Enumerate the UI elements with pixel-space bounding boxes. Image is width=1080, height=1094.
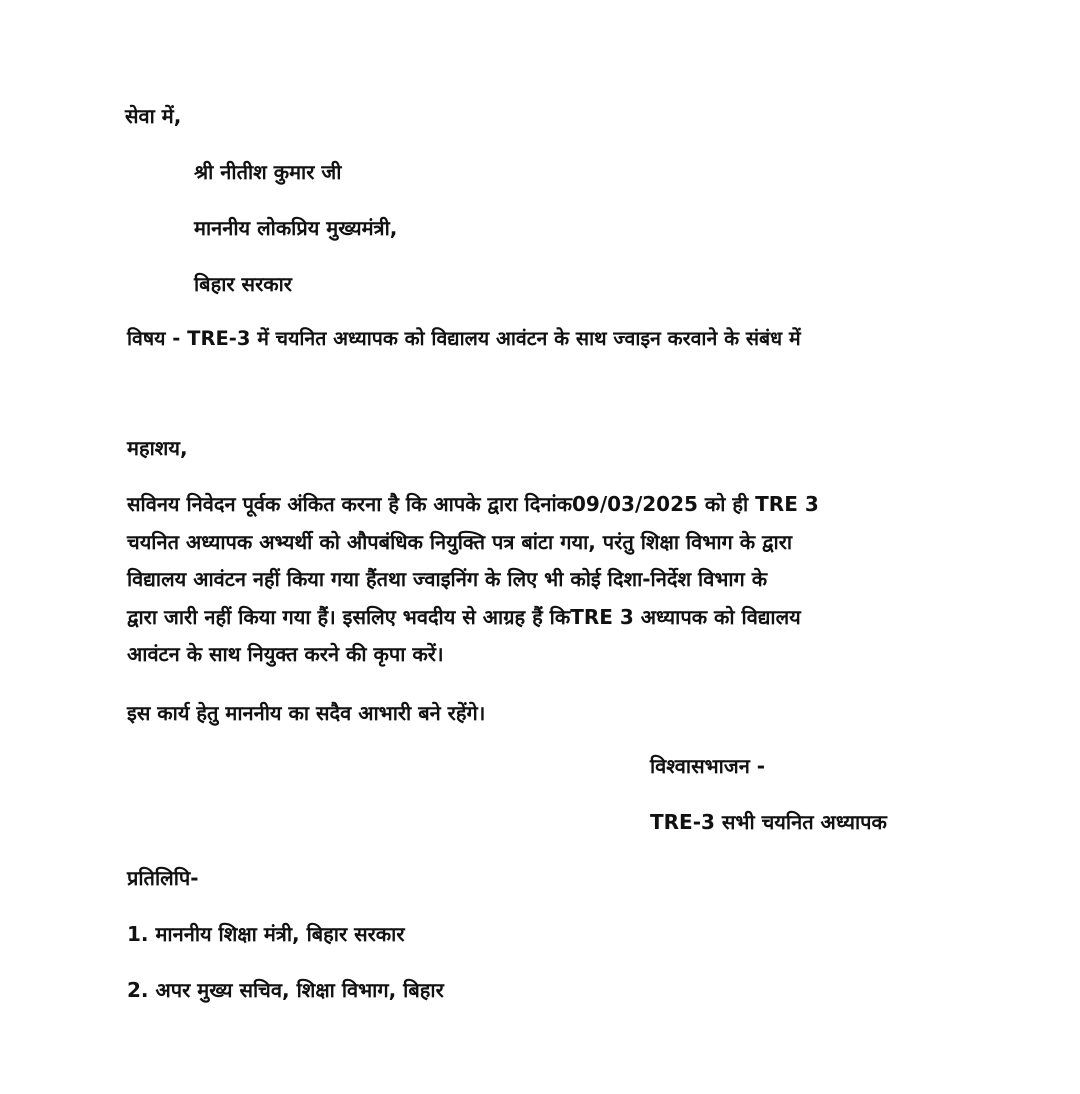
body-line: विद्यालय आवंटन नहीं किया गया हैंतथा ज्वाइनिंग के लिए भी कोई दिशा-निर्देश विभाग के: [127, 567, 768, 591]
recipient-name: श्री नीतीश कुमार जी: [194, 160, 342, 184]
recipient-office: बिहार सरकार: [194, 272, 292, 296]
body-paragraph: [127, 486, 977, 674]
copy-item: 1. माननीय शिक्षा मंत्री, बिहार सरकार: [127, 922, 405, 946]
body-line: द्वारा जारी नहीं किया गया हैं। इसलिए भवदीय से आग्रह हैं किTRE 3 अध्यापक को विद्यालय: [127, 604, 801, 629]
body-line: सविनय निवेदन पूर्वक अंकित करना है कि आपके द्वारा दिनांक09/03/2025 को ही TRE 3: [127, 492, 819, 516]
copy-item: 2. अपर मुख्य सचिव, शिक्षा विभाग, बिहार: [127, 978, 444, 1002]
greeting: महाशय,: [127, 436, 188, 460]
subject-line: विषय - TRE-3 में चयनित अध्यापक को विद्यालय आवंटन के साथ ज्वाइन करवाने के संबंध में: [127, 327, 801, 350]
sender: TRE-3 सभी चयनित अध्यापक: [650, 810, 887, 834]
copy-heading: प्रतिलिपि-: [127, 866, 199, 890]
closing-line: इस कार्य हेतु माननीय का सदैव आभारी बने रहेंगे।: [127, 701, 486, 725]
body-line: चयनित अध्यापक अभ्यर्थी को औपबंधिक नियुक्ति पत्र बांटा गया, परंतु शिक्षा विभाग के द्वारा: [127, 529, 793, 554]
body-line: आवंटन के साथ नियुक्त करने की कृपा करें।: [127, 642, 444, 666]
salutation-to: सेवा में,: [125, 104, 182, 128]
sign-off: विश्वासभाजन -: [650, 754, 766, 778]
recipient-designation: माननीय लोकप्रिय मुख्यमंत्री,: [194, 216, 398, 240]
